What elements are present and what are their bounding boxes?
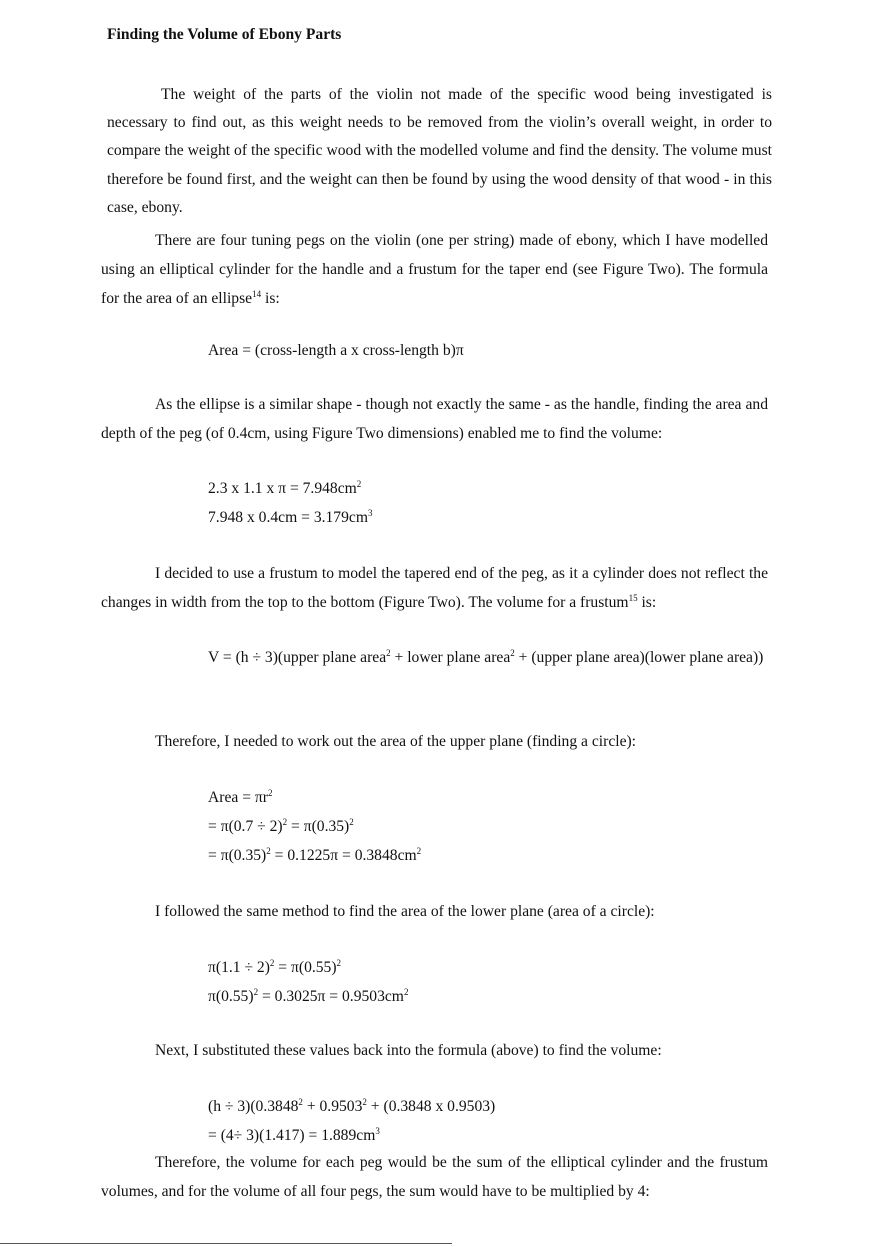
- calculation-text: π(0.55): [208, 988, 254, 1005]
- superscript: 2: [403, 987, 409, 997]
- calculation-text: 2.3 x 1.1 x π = 7.948cm: [208, 480, 357, 497]
- calculation-substitution-2: [208, 1121, 380, 1150]
- superscript: 2: [349, 817, 354, 827]
- equation-frustum-volume: [208, 643, 768, 673]
- calculation-text: π(1.1 ÷ 2): [208, 959, 270, 976]
- calculation-upper-3: [208, 841, 421, 870]
- superscript: 2: [416, 846, 422, 856]
- paragraph-tuning-pegs: [101, 226, 768, 313]
- calculation-text: (h ÷ 3)(0.3848: [208, 1098, 299, 1115]
- equation-part: V = (h ÷ 3)(upper plane area: [208, 649, 387, 666]
- calculation-text: = π(0.35): [287, 818, 350, 835]
- superscript: 2: [356, 479, 362, 489]
- paragraph-total-volume-text: Therefore, the volume for each peg would be the sum of the elliptical cylinder and the frustum volumes, and for the volume of all four pegs, the sum would have to be multiplied by 4:: [101, 1154, 768, 1200]
- superscript: 2: [253, 987, 259, 997]
- superscript: 3: [375, 1126, 380, 1136]
- paragraph-substitution: [101, 1036, 768, 1065]
- calculation-ellipse-area: [208, 474, 361, 503]
- calculation-ellipse-volume: [208, 503, 372, 532]
- section-heading: Finding the Volume of Ebony Parts: [107, 26, 342, 43]
- calculation-text: Area = πr: [208, 789, 268, 806]
- paragraph-lower-plane-text: I followed the same method to find the area of the lower plane (area of a circle):: [155, 903, 655, 920]
- calculation-text: = π(0.7 ÷ 2): [208, 818, 283, 835]
- calculation-substitution-1: [208, 1092, 495, 1121]
- paragraph-frustum-tail: is:: [637, 594, 657, 611]
- calculation-text: = 0.3025π = 0.9503cm: [258, 988, 404, 1005]
- equation-ellipse-area: Area = (cross-length a x cross-length b)π: [208, 342, 464, 359]
- paragraph-intro-text: The weight of the parts of the violin not made of the specific wood being investigated is necessary to find out, as this weight needs to be removed from the violin’s overall weight, in order to compare the weight of the specific wood with the modelled volume and find the density. The volume must therefore be found first, and the weight can then be found by using the wood density of that wood - in this case, ebony.: [107, 86, 772, 216]
- superscript: 2: [336, 958, 342, 968]
- superscript: 2: [298, 1097, 303, 1107]
- footnote-ref-15: 15: [628, 593, 638, 603]
- paragraph-upper-plane: [101, 727, 768, 756]
- calculation-text: 7.948 x 0.4cm = 3.179cm: [208, 509, 368, 526]
- superscript: 3: [367, 508, 373, 518]
- equation-part: + (upper plane area)(lower plane area)): [514, 649, 764, 666]
- superscript: 2: [510, 648, 515, 658]
- calculation-upper-1: [208, 783, 272, 812]
- calculation-upper-2: [208, 812, 354, 841]
- footnote-separator: [0, 1243, 452, 1244]
- paragraph-tuning-pegs-text: There are four tuning pegs on the violin (one per string) made of ebony, which I have modelled using an elliptical cylinder for the handle and a frustum for the taper end (see Figure Two). The formula for the area of an ellipse: [101, 232, 768, 307]
- paragraph-substitution-text: Next, I substituted these values back into the formula (above) to find the volume:: [155, 1042, 662, 1059]
- calculation-text: + 0.9503: [302, 1098, 363, 1115]
- paragraph-frustum-text: I decided to use a frustum to model the tapered end of the peg, as it a cylinder does not reflect the changes in width from the top to the bottom (Figure Two). The volume for a frustum: [101, 565, 768, 611]
- calculation-text: = 0.1225π = 0.3848cm: [270, 847, 417, 864]
- superscript: 2: [386, 648, 391, 658]
- calculation-text: = π(0.55): [274, 959, 337, 976]
- paragraph-upper-plane-text: Therefore, I needed to work out the area of the upper plane (finding a circle):: [155, 733, 637, 750]
- calculation-text: = π(0.35): [208, 847, 267, 864]
- superscript: 2: [362, 1097, 367, 1107]
- calculation-lower-2: [208, 982, 408, 1011]
- equation-part: + lower plane area: [390, 649, 511, 666]
- paragraph-tuning-pegs-tail: is:: [261, 290, 280, 307]
- paragraph-intro: [107, 81, 772, 222]
- calculation-text: + (0.3848 x 0.9503): [366, 1098, 496, 1115]
- paragraph-total-volume: [101, 1148, 768, 1206]
- footnote-ref-14: 14: [252, 289, 262, 299]
- superscript: 2: [282, 817, 288, 827]
- paragraph-ellipse-volume: [101, 390, 768, 448]
- superscript: 2: [267, 788, 273, 798]
- paragraph-frustum: [101, 559, 768, 617]
- paragraph-ellipse-volume-text: As the ellipse is a similar shape - though not exactly the same - as the handle, finding the area and depth of the peg (of 0.4cm, using Figure Two dimensions) enabled me to find the volume:: [101, 396, 768, 442]
- superscript: 2: [269, 958, 275, 968]
- calculation-text: = (4÷ 3)(1.417) = 1.889cm: [208, 1127, 376, 1144]
- calculation-lower-1: [208, 953, 341, 982]
- superscript: 2: [266, 846, 271, 856]
- paragraph-lower-plane: [101, 897, 768, 926]
